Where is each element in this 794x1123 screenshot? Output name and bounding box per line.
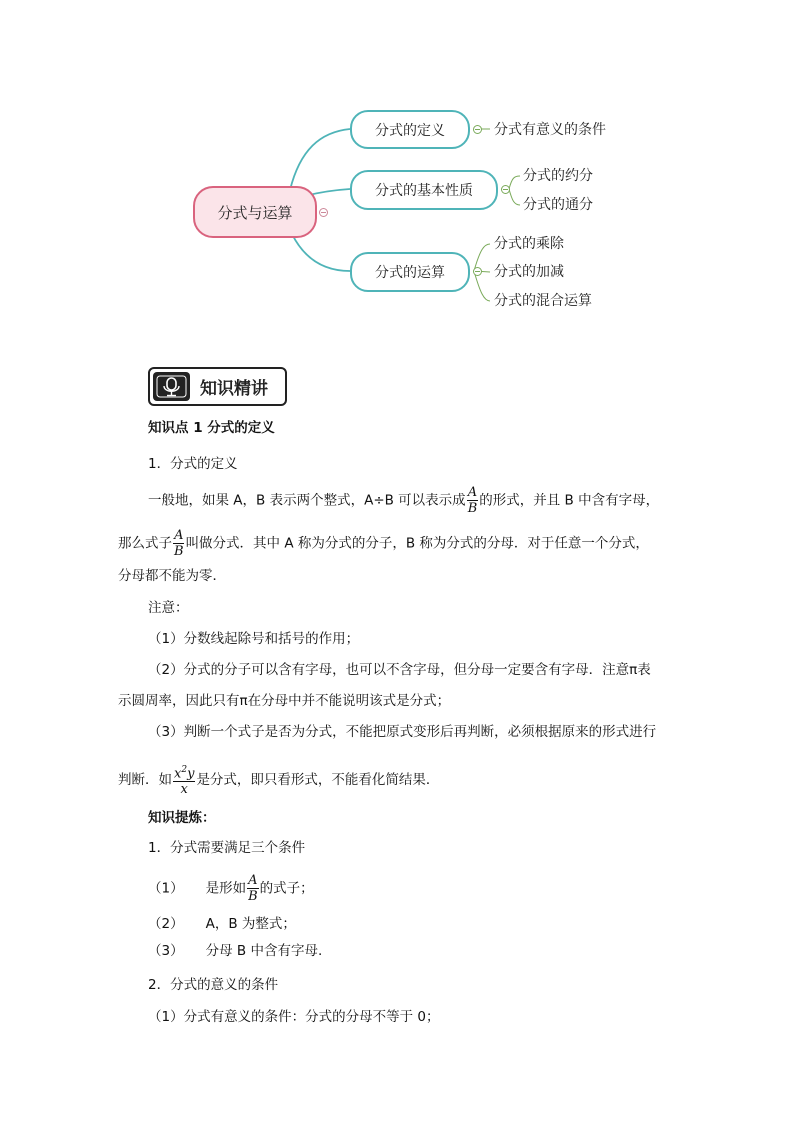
note-item: （2）分式的分子可以含有字母，也可以不含字母，但分母一定要含有字母．注意π表	[148, 662, 651, 678]
mindmap-branch-definition[interactable]: 分式的定义	[350, 110, 470, 149]
note-item: （1）分数线起除号和括号的作用；	[148, 631, 360, 647]
refine-condition	[148, 873, 314, 904]
fraction	[247, 873, 259, 904]
refine-condition	[148, 941, 322, 961]
collapse-toggle-icon[interactable]	[319, 208, 328, 217]
paragraph-line	[118, 528, 649, 559]
fraction	[173, 763, 195, 797]
mindmap-leaf[interactable]: 分式的通分	[523, 197, 593, 213]
list-number: （3）	[148, 943, 184, 959]
collapse-toggle-icon[interactable]	[473, 267, 482, 276]
text-run: 分母 B 中含有字母.	[205, 943, 323, 959]
fraction	[467, 485, 479, 516]
mindmap-leaf[interactable]: 分式的乘除	[494, 236, 564, 252]
mindmap-branch-operations[interactable]: 分式的运算	[350, 252, 470, 292]
fraction-numerator: A	[174, 528, 184, 543]
exponent: 2	[181, 765, 188, 775]
list-number: （1）	[148, 880, 184, 897]
collapse-toggle-icon[interactable]	[473, 125, 482, 134]
mindmap-leaf[interactable]: 分式有意义的条件	[494, 122, 606, 138]
refine-item: 1．分式需要满足三个条件	[148, 840, 306, 856]
fraction-denominator: x	[180, 782, 188, 798]
mindmap-leaf[interactable]: 分式的约分	[523, 168, 593, 184]
text-run: 那么式子	[118, 535, 172, 552]
text-run: 判断．如	[118, 772, 172, 789]
note-item: 示圆周率，因此只有π在分母中并不能说明该式是分式；	[118, 693, 451, 709]
mindmap-branch-properties[interactable]: 分式的基本性质	[350, 170, 498, 210]
text-run: 的形式，并且 B 中含有字母，	[479, 492, 660, 509]
section-heading: 知识点 1 分式的定义	[148, 420, 275, 436]
refine-item: 2．分式的意义的条件	[148, 977, 279, 993]
paragraph-line: 分母都不能为零．	[118, 568, 226, 584]
note-title: 注意：	[148, 600, 189, 616]
mindmap-leaf[interactable]: 分式的混合运算	[494, 293, 592, 309]
refine-title: 知识提炼：	[148, 810, 216, 826]
collapse-toggle-icon[interactable]	[501, 185, 510, 194]
text-run: 叫做分式．其中 A 称为分式的分子，B 称为分式的分母．对于任意一个分式，	[185, 535, 649, 552]
note-item: （3）判断一个式子是否为分式，不能把原式变形后再判断，必须根据原来的形式进行	[148, 724, 657, 740]
refine-condition	[148, 914, 296, 934]
mindmap-root[interactable]: 分式与运算	[193, 186, 317, 238]
microphone-icon	[153, 372, 190, 401]
fraction-numerator: A	[467, 485, 478, 500]
section-banner	[148, 367, 287, 406]
note-item	[118, 763, 439, 797]
fraction-numerator: x	[174, 766, 182, 782]
text-run: A，B 为整式；	[205, 916, 296, 932]
fraction-denominator: B	[467, 501, 478, 516]
refine-condition: （1）分式有意义的条件：分式的分母不等于 0；	[148, 1009, 440, 1025]
text-run: 的式子；	[259, 880, 314, 897]
text-run: 是分式，即只看形式，不能看化简结果．	[196, 772, 440, 789]
fraction-denominator: B	[248, 889, 258, 904]
banner-title: 知识精讲	[200, 379, 268, 399]
subheading: 1．分式的定义	[148, 456, 238, 472]
list-number: （2）	[148, 916, 184, 932]
mindmap-leaf[interactable]: 分式的加减	[494, 264, 564, 280]
fraction-denominator: B	[174, 544, 184, 559]
fraction-numerator: y	[187, 766, 195, 782]
fraction	[173, 528, 185, 559]
paragraph-line	[148, 485, 659, 516]
fraction-numerator: A	[248, 873, 258, 888]
text-run: 一般地，如果 A，B 表示两个整式，A÷B 可以表示成	[148, 492, 466, 509]
text-run: 是形如	[205, 880, 247, 897]
